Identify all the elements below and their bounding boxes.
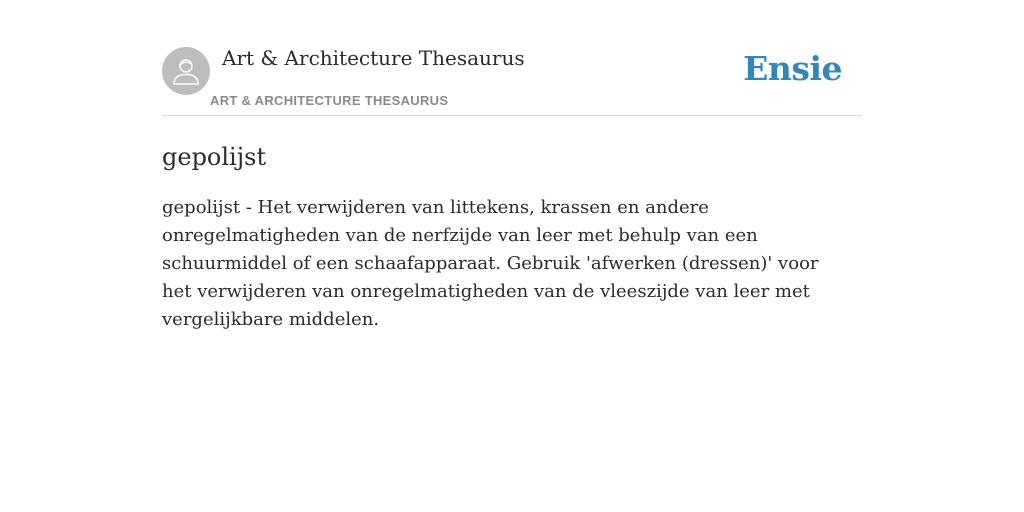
definition-text: gepolijst - Het verwijderen van littekens, krassen en andere onregelmatigheden van de nerfzijde van leer met behulp van een schuurmiddel of een schaafapparaat. Gebruik 'afwerken (dressen)' voor het verwijderen van onregelmatigheden van de vleeszijde van leer met vergelijkbare middelen.	[162, 197, 819, 330]
brand-logo[interactable]: Ensie	[743, 49, 842, 88]
page-title: gepolijst	[162, 143, 267, 171]
header	[162, 0, 862, 116]
avatar[interactable]	[162, 47, 210, 95]
page	[162, 0, 862, 334]
user-icon	[171, 56, 201, 86]
author-subtitle[interactable]: ART & ARCHITECTURE THESAURUS	[210, 93, 449, 108]
author-name[interactable]: Art & Architecture Thesaurus	[222, 46, 525, 70]
